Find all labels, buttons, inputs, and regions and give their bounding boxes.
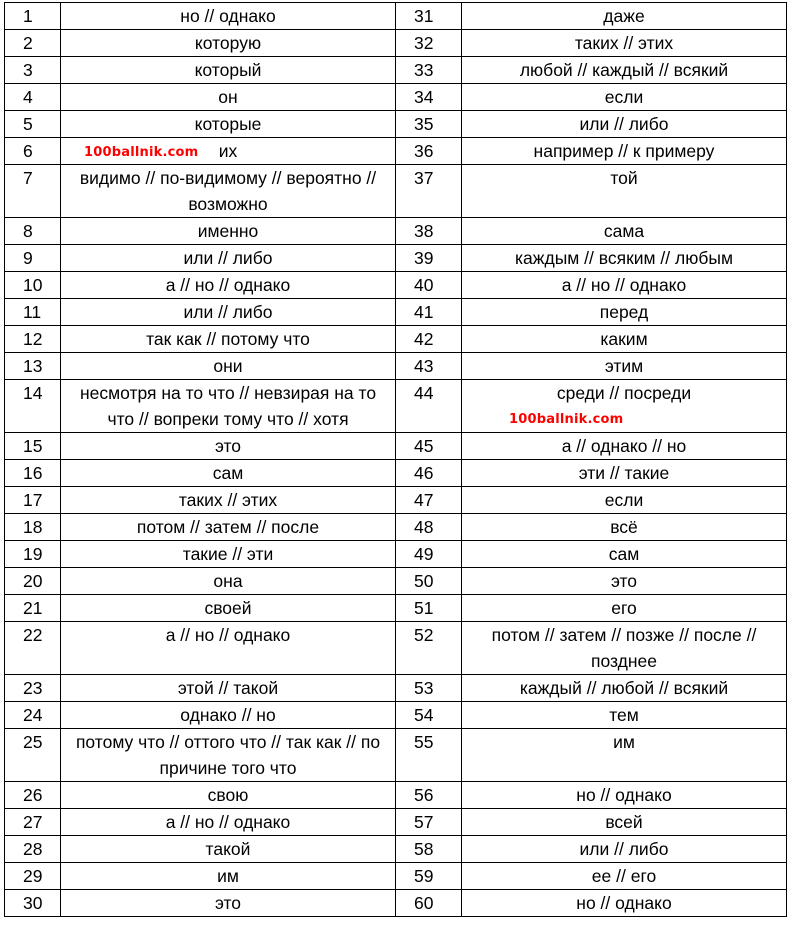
answer-number-left: 23: [5, 675, 61, 702]
answer-number-left: 9: [5, 245, 61, 272]
answer-number-left: 28: [5, 836, 61, 863]
answer-text-left: она: [61, 568, 396, 595]
answer-number-left: 4: [5, 84, 61, 111]
answer-text-left: своей: [61, 595, 396, 622]
answer-text-right: сам: [462, 541, 787, 568]
answer-text-right: но // однако: [462, 890, 787, 917]
table-row: [5, 3, 787, 30]
answer-number-left: 30: [5, 890, 61, 917]
answer-number-right: 46: [396, 460, 462, 487]
answer-number-right: 36: [396, 138, 462, 165]
answer-text-left: такие // эти: [61, 541, 396, 568]
answer-text-right: каждым // всяким // любым: [462, 245, 787, 272]
answer-text-right: если: [462, 84, 787, 111]
table-row: [5, 326, 787, 353]
answer-number-right: 57: [396, 809, 462, 836]
answer-text-left: свою: [61, 782, 396, 809]
table-row: [5, 57, 787, 84]
table-row: [5, 782, 787, 809]
answer-number-right: 33: [396, 57, 462, 84]
table-row: [5, 595, 787, 622]
answer-number-right: 38: [396, 218, 462, 245]
table-row: [5, 299, 787, 326]
answer-number-right: 34: [396, 84, 462, 111]
answer-number-left: 12: [5, 326, 61, 353]
answer-text-left: несмотря на то что // невзирая на то что // вопреки тому что // хотя: [61, 380, 396, 433]
answer-text-right: им: [462, 729, 787, 782]
answer-text-left: это: [61, 890, 396, 917]
answer-text-left: видимо // по-видимому // вероятно // возможно: [61, 165, 396, 218]
answer-number-right: 59: [396, 863, 462, 890]
answer-number-right: 47: [396, 487, 462, 514]
table-row: [5, 622, 787, 675]
answer-text-right: этим: [462, 353, 787, 380]
answer-number-left: 20: [5, 568, 61, 595]
answer-number-left: 6: [5, 138, 61, 165]
answer-text-left: однако // но: [61, 702, 396, 729]
answer-number-left: 5: [5, 111, 61, 138]
answer-text-right: всё: [462, 514, 787, 541]
answer-text-right: это: [462, 568, 787, 595]
answer-text-right: если: [462, 487, 787, 514]
answer-number-left: 2: [5, 30, 61, 57]
answer-number-right: 41: [396, 299, 462, 326]
table-row: [5, 702, 787, 729]
answer-text-left: им: [61, 863, 396, 890]
answer-text-right: перед: [462, 299, 787, 326]
answer-text-right: всей: [462, 809, 787, 836]
answer-number-left: 22: [5, 622, 61, 675]
answer-number-right: 52: [396, 622, 462, 675]
answer-text-left: который: [61, 57, 396, 84]
answer-number-left: 1: [5, 3, 61, 30]
answer-text-left: но // однако: [61, 3, 396, 30]
answer-number-left: 19: [5, 541, 61, 568]
table-row: [5, 514, 787, 541]
answer-text-right: каким: [462, 326, 787, 353]
answer-number-left: 17: [5, 487, 61, 514]
answer-text-right: той: [462, 165, 787, 218]
table-row: [5, 218, 787, 245]
answer-text-right: эти // такие: [462, 460, 787, 487]
answer-text-left: а // но // однако: [61, 809, 396, 836]
answer-number-right: 44: [396, 380, 462, 433]
answer-table: [4, 2, 787, 917]
answer-text-right: а // однако // но: [462, 433, 787, 460]
answer-text-left: или // либо: [61, 245, 396, 272]
answer-number-right: 50: [396, 568, 462, 595]
answer-text-left: их: [61, 138, 396, 165]
answer-number-left: 14: [5, 380, 61, 433]
answer-text-left: так как // потому что: [61, 326, 396, 353]
answer-number-left: 25: [5, 729, 61, 782]
table-row: [5, 729, 787, 782]
answer-text-right: или // либо: [462, 111, 787, 138]
answer-number-right: 39: [396, 245, 462, 272]
answer-text-left: а // но // однако: [61, 272, 396, 299]
answer-text-left: такой: [61, 836, 396, 863]
answer-text-left: потому что // оттого что // так как // по причине того что: [61, 729, 396, 782]
answer-number-right: 55: [396, 729, 462, 782]
answer-number-left: 10: [5, 272, 61, 299]
answer-text-right: но // однако: [462, 782, 787, 809]
answer-number-right: 53: [396, 675, 462, 702]
answer-text-left: которую: [61, 30, 396, 57]
table-row: [5, 84, 787, 111]
answer-number-left: 16: [5, 460, 61, 487]
answer-text-right: таких // этих: [462, 30, 787, 57]
table-row: [5, 111, 787, 138]
table-row: [5, 272, 787, 299]
watermark-2: 100ballnik.com: [509, 412, 624, 427]
answer-text-left: они: [61, 353, 396, 380]
answer-number-left: 15: [5, 433, 61, 460]
answer-number-left: 24: [5, 702, 61, 729]
answer-text-left: потом // затем // после: [61, 514, 396, 541]
answer-number-right: 51: [396, 595, 462, 622]
answer-text-right: а // но // однако: [462, 272, 787, 299]
table-row: [5, 836, 787, 863]
table-row: [5, 675, 787, 702]
answer-number-left: 26: [5, 782, 61, 809]
answer-text-right: любой // каждый // всякий: [462, 57, 787, 84]
answer-number-right: 54: [396, 702, 462, 729]
answer-number-right: 56: [396, 782, 462, 809]
answer-number-left: 7: [5, 165, 61, 218]
answer-number-right: 43: [396, 353, 462, 380]
table-row: [5, 433, 787, 460]
answer-number-right: 31: [396, 3, 462, 30]
table-row: [5, 568, 787, 595]
answer-number-left: 11: [5, 299, 61, 326]
answer-number-right: 45: [396, 433, 462, 460]
answer-number-right: 40: [396, 272, 462, 299]
answer-number-right: 32: [396, 30, 462, 57]
answer-text-right: потом // затем // позже // после // позднее: [462, 622, 787, 675]
table-row: [5, 165, 787, 218]
table-row: [5, 353, 787, 380]
answer-text-right: ее // его: [462, 863, 787, 890]
answer-text-left: или // либо: [61, 299, 396, 326]
answer-text-left: именно: [61, 218, 396, 245]
table-row: [5, 30, 787, 57]
answer-table-body: [5, 3, 787, 917]
answer-number-right: 49: [396, 541, 462, 568]
answer-number-left: 3: [5, 57, 61, 84]
answer-number-left: 21: [5, 595, 61, 622]
answer-number-right: 35: [396, 111, 462, 138]
table-row: [5, 809, 787, 836]
answer-text-right: тем: [462, 702, 787, 729]
answer-number-left: 29: [5, 863, 61, 890]
answer-number-left: 18: [5, 514, 61, 541]
table-row: [5, 460, 787, 487]
answer-text-left: этой // такой: [61, 675, 396, 702]
answer-text-left: сам: [61, 460, 396, 487]
table-row: [5, 487, 787, 514]
table-row: [5, 245, 787, 272]
answer-text-right: среди // посреди: [462, 380, 787, 433]
answer-text-right: сама: [462, 218, 787, 245]
answer-text-right: его: [462, 595, 787, 622]
watermark-1: 100ballnik.com: [84, 145, 199, 160]
answer-number-right: 60: [396, 890, 462, 917]
answer-number-right: 37: [396, 165, 462, 218]
answer-text-right: даже: [462, 3, 787, 30]
answer-text-left: таких // этих: [61, 487, 396, 514]
answer-number-left: 8: [5, 218, 61, 245]
answer-text-left: которые: [61, 111, 396, 138]
answer-text-left: а // но // однако: [61, 622, 396, 675]
table-row: [5, 380, 787, 433]
answer-number-right: 58: [396, 836, 462, 863]
answer-text-right: например // к примеру: [462, 138, 787, 165]
answer-text-right: каждый // любой // всякий: [462, 675, 787, 702]
answer-number-right: 48: [396, 514, 462, 541]
answer-text-left: он: [61, 84, 396, 111]
answer-number-right: 42: [396, 326, 462, 353]
answer-number-left: 27: [5, 809, 61, 836]
answer-text-right: или // либо: [462, 836, 787, 863]
answer-number-left: 13: [5, 353, 61, 380]
table-row: [5, 863, 787, 890]
answer-text-left: это: [61, 433, 396, 460]
table-row: [5, 541, 787, 568]
table-row: [5, 890, 787, 917]
